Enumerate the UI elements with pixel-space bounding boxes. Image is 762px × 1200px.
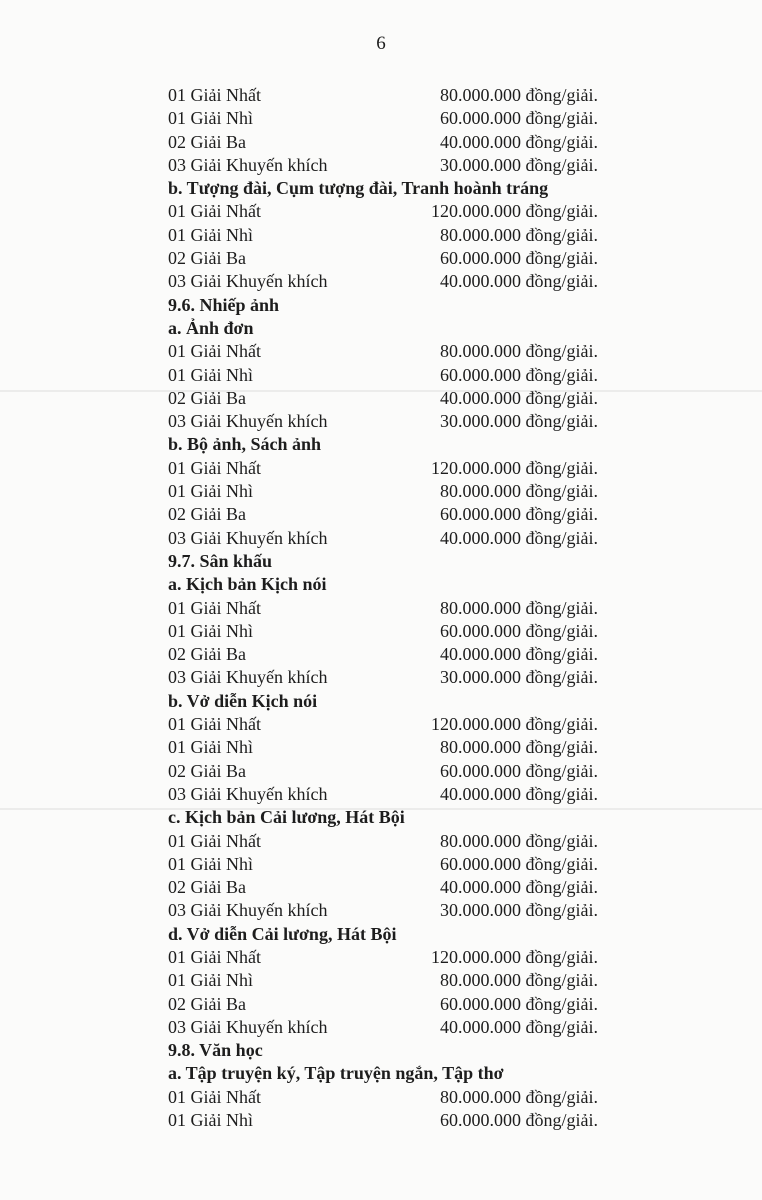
prize-amount: 40.000.000 đồng/giải.	[440, 527, 598, 548]
prize-amount: 60.000.000 đồng/giải.	[440, 504, 598, 525]
prize-amount: 120.000.000 đồng/giải.	[431, 201, 598, 222]
prize-amount: 40.000.000 đồng/giải.	[440, 1016, 598, 1037]
prize-row	[168, 713, 598, 736]
prize-name: 02 Giải Ba	[168, 760, 246, 781]
prize-amount: 80.000.000 đồng/giải.	[440, 597, 598, 618]
prize-name: 01 Giải Nhì	[168, 108, 253, 129]
prize-name: 01 Giải Nhì	[168, 364, 253, 385]
section-heading: c. Kịch bản Cải lương, Hát Bội	[168, 807, 405, 828]
prize-amount: 80.000.000 đồng/giải.	[440, 481, 598, 502]
prize-row	[168, 876, 598, 899]
prize-row	[168, 247, 598, 270]
prize-name: 01 Giải Nhất	[168, 830, 261, 851]
prize-row	[168, 457, 598, 480]
prize-amount: 60.000.000 đồng/giải.	[440, 248, 598, 269]
prize-row	[168, 527, 598, 550]
prize-name: 01 Giải Nhất	[168, 85, 261, 105]
prize-name: 03 Giải Khuyến khích	[168, 411, 328, 432]
prize-row	[168, 154, 598, 177]
prize-row	[168, 946, 598, 969]
prize-row	[168, 666, 598, 689]
prize-row	[168, 620, 598, 643]
prize-amount: 60.000.000 đồng/giải.	[440, 108, 598, 129]
prize-row	[168, 107, 598, 130]
prize-row	[168, 480, 598, 503]
section-heading: d. Vở diễn Cải lương, Hát Bội	[168, 923, 397, 944]
prize-amount: 60.000.000 đồng/giải.	[440, 853, 598, 874]
document-body	[168, 84, 598, 1132]
prize-amount: 60.000.000 đồng/giải.	[440, 620, 598, 641]
prize-amount: 30.000.000 đồng/giải.	[440, 900, 598, 921]
prize-name: 03 Giải Khuyến khích	[168, 271, 328, 292]
prize-row	[168, 993, 598, 1016]
prize-row	[168, 387, 598, 410]
prize-row	[168, 84, 598, 107]
prize-name: 02 Giải Ba	[168, 504, 246, 525]
prize-row	[168, 597, 598, 620]
prize-amount: 30.000.000 đồng/giải.	[440, 667, 598, 688]
prize-row	[168, 224, 598, 247]
prize-row	[168, 783, 598, 806]
prize-name: 03 Giải Khuyến khích	[168, 667, 328, 688]
prize-row	[168, 131, 598, 154]
prize-name: 03 Giải Khuyến khích	[168, 154, 328, 175]
prize-row	[168, 200, 598, 223]
prize-amount: 60.000.000 đồng/giải.	[440, 364, 598, 385]
prize-amount: 30.000.000 đồng/giải.	[440, 411, 598, 432]
prize-row	[168, 830, 598, 853]
prize-name: 02 Giải Ba	[168, 644, 246, 665]
prize-amount: 120.000.000 đồng/giải.	[431, 946, 598, 967]
section-heading: b. Bộ ảnh, Sách ảnh	[168, 434, 322, 455]
prize-amount: 30.000.000 đồng/giải.	[440, 154, 598, 175]
prize-name: 01 Giải Nhì	[168, 224, 253, 245]
prize-amount: 120.000.000 đồng/giải.	[431, 714, 598, 735]
prize-row	[168, 364, 598, 387]
prize-name: 01 Giải Nhì	[168, 737, 253, 758]
prize-name: 01 Giải Nhì	[168, 1110, 253, 1131]
prize-amount: 80.000.000 đồng/giải.	[440, 85, 598, 105]
prize-row	[168, 899, 598, 922]
prize-amount: 80.000.000 đồng/giải.	[440, 830, 598, 851]
prize-amount: 60.000.000 đồng/giải.	[440, 1110, 598, 1131]
prize-name: 01 Giải Nhì	[168, 620, 253, 641]
prize-name: 03 Giải Khuyến khích	[168, 900, 328, 921]
section-heading: a. Kịch bản Kịch nói	[168, 574, 327, 595]
prize-name: 02 Giải Ba	[168, 131, 246, 152]
page-number: 6	[376, 33, 386, 54]
prize-name: 02 Giải Ba	[168, 248, 246, 269]
prize-amount: 40.000.000 đồng/giải.	[440, 131, 598, 152]
prize-name: 01 Giải Nhất	[168, 341, 261, 362]
prize-row	[168, 643, 598, 666]
prize-row	[168, 969, 598, 992]
prize-amount: 40.000.000 đồng/giải.	[440, 387, 598, 408]
prize-amount: 80.000.000 đồng/giải.	[440, 1086, 598, 1107]
section-heading: b. Vở diễn Kịch nói	[168, 690, 318, 711]
prize-row	[168, 410, 598, 433]
prize-name: 01 Giải Nhất	[168, 201, 261, 222]
prize-name: 03 Giải Khuyến khích	[168, 527, 328, 548]
prize-row	[168, 1109, 598, 1132]
prize-row	[168, 1016, 598, 1039]
prize-amount: 120.000.000 đồng/giải.	[431, 457, 598, 478]
prize-name: 01 Giải Nhất	[168, 1086, 261, 1107]
prize-name: 01 Giải Nhất	[168, 946, 261, 967]
prize-row	[168, 270, 598, 293]
prize-row	[168, 503, 598, 526]
prize-name: 01 Giải Nhất	[168, 714, 261, 735]
prize-name: 01 Giải Nhì	[168, 970, 253, 991]
prize-amount: 60.000.000 đồng/giải.	[440, 760, 598, 781]
section-heading: b. Tượng đài, Cụm tượng đài, Tranh hoành tráng	[168, 178, 549, 199]
prize-amount: 60.000.000 đồng/giải.	[440, 993, 598, 1014]
prize-name: 01 Giải Nhất	[168, 597, 261, 618]
prize-row	[168, 340, 598, 363]
prize-name: 02 Giải Ba	[168, 387, 246, 408]
prize-amount: 40.000.000 đồng/giải.	[440, 877, 598, 898]
prize-amount: 80.000.000 đồng/giải.	[440, 970, 598, 991]
prize-name: 03 Giải Khuyến khích	[168, 783, 328, 804]
prize-amount: 80.000.000 đồng/giải.	[440, 224, 598, 245]
prize-name: 01 Giải Nhì	[168, 853, 253, 874]
prize-row	[168, 760, 598, 783]
prize-amount: 80.000.000 đồng/giải.	[440, 737, 598, 758]
section-heading: 9.8. Văn học	[168, 1040, 263, 1061]
prize-row	[168, 853, 598, 876]
prize-row	[168, 736, 598, 759]
section-heading: a. Ảnh đơn	[168, 317, 254, 338]
prize-name: 03 Giải Khuyến khích	[168, 1016, 328, 1037]
prize-name: 01 Giải Nhất	[168, 457, 261, 478]
prize-amount: 40.000.000 đồng/giải.	[440, 271, 598, 292]
section-heading: a. Tập truyện ký, Tập truyện ngắn, Tập thơ	[168, 1063, 504, 1084]
section-heading: 9.7. Sân khấu	[168, 550, 273, 571]
prize-name: 01 Giải Nhì	[168, 481, 253, 502]
prize-amount: 40.000.000 đồng/giải.	[440, 644, 598, 665]
prize-row	[168, 1086, 598, 1109]
section-heading: 9.6. Nhiếp ảnh	[168, 294, 280, 315]
prize-amount: 80.000.000 đồng/giải.	[440, 341, 598, 362]
prize-name: 02 Giải Ba	[168, 877, 246, 898]
prize-amount: 40.000.000 đồng/giải.	[440, 783, 598, 804]
prize-name: 02 Giải Ba	[168, 993, 246, 1014]
